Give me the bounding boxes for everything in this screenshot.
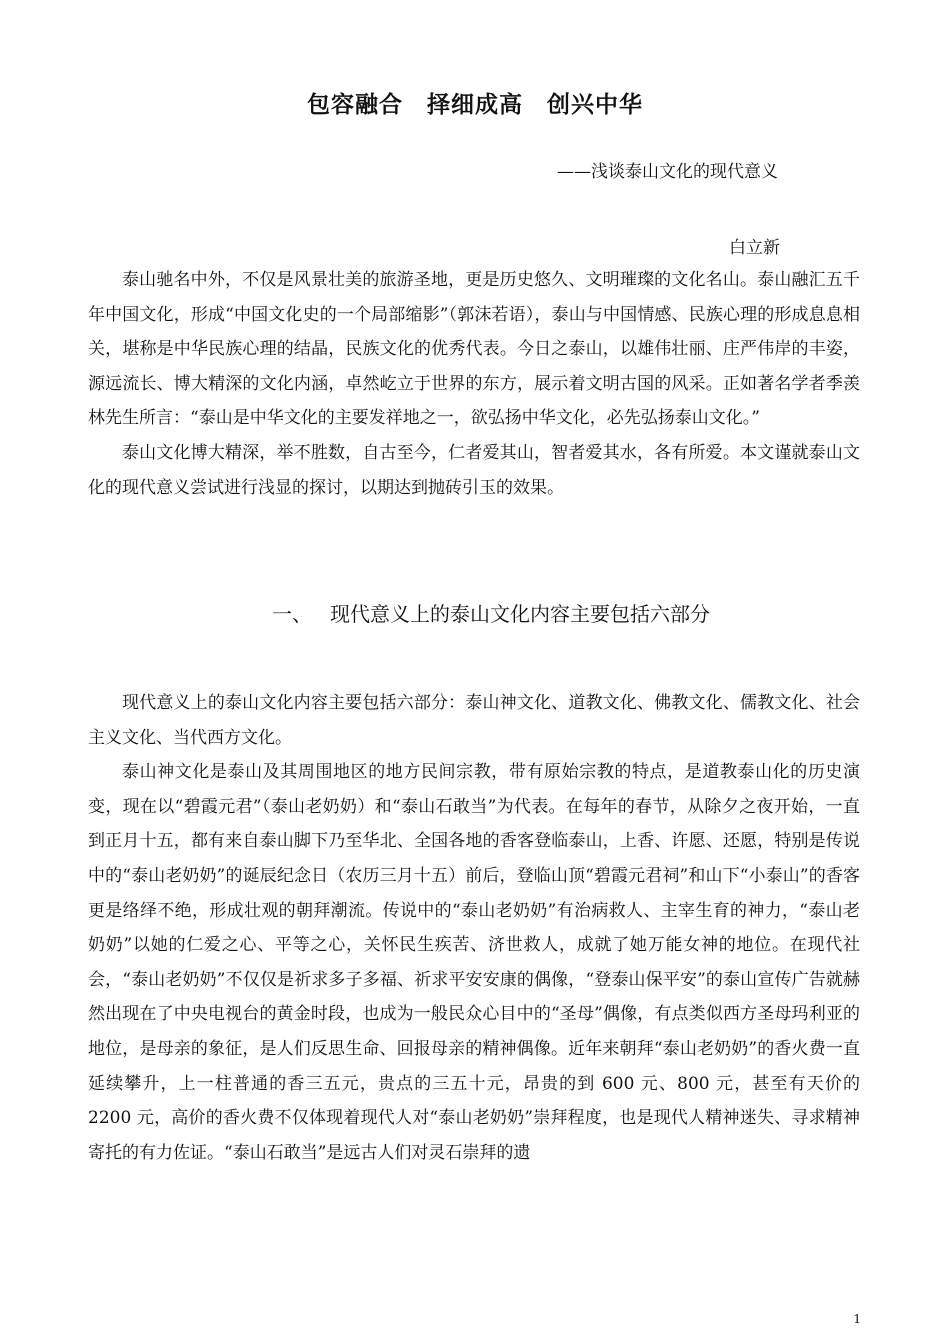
document-title: 包容融合 择细成高 创兴中华 bbox=[307, 92, 643, 118]
page-number: 1 bbox=[853, 1312, 861, 1326]
intro-paragraph-1: 泰山驰名中外，不仅是风景壮美的旅游圣地，更是历史悠久、文明璀璨的文化名山。泰山融汇五千年中国文化，形成“中国文化史的一个局部缩影”（郭沫若语），泰山与中国情感、民族心理的形成息息相关，堪称是中华民族心理的结晶，民族文化的优秀代表。今日之泰山，以雄伟壮丽、庄严伟岸的丰姿，源远流长、博大精深的文化内涵，卓然屹立于世界的东方，展示着文明古国的风采。正如著名学者季羡林先生所言：“泰山是中华文化的主要发祥地之一，欲弘扬中华文化，必先弘扬泰山文化。” bbox=[88, 270, 860, 429]
intro-paragraph-2: 泰山文化博大精深，举不胜数，自古至今，仁者爱其山，智者爱其水，各有所爱。本文谨就泰山文化的现代意义尝试进行浅显的探讨，以期达到抛砖引玉的效果。 bbox=[88, 442, 860, 498]
section-heading-text: 现代意义上的泰山文化内容主要包括六部分 bbox=[330, 602, 710, 626]
section-paragraph-1: 现代意义上的泰山文化内容主要包括六部分：泰山神文化、道教文化、佛教文化、儒教文化、社会主义文化、当代西方文化。 bbox=[88, 693, 860, 748]
section-number: 一、 bbox=[272, 602, 312, 626]
document-subtitle: ——浅谈泰山文化的现代意义 bbox=[557, 162, 778, 182]
section-body bbox=[88, 686, 860, 1170]
section-heading bbox=[272, 598, 710, 627]
intro-section bbox=[88, 263, 860, 505]
author-name: 白立新 bbox=[729, 238, 780, 258]
section-paragraph-2: 泰山神文化是泰山及其周围地区的地方民间宗教，带有原始宗教的特点，是道教泰山化的历史演变，现在以“碧霞元君”（泰山老奶奶）和“泰山石敢当”为代表。在每年的春节，从除夕之夜开始，一直到正月十五，都有来自泰山脚下乃至华北、全国各地的香客登临泰山，上香、许愿、还愿，特别是传说中的“泰山老奶奶”的诞辰纪念日（农历三月十五）前后，登临山顶“碧霞元君祠”和山下“小泰山”的香客更是络绎不绝，形成壮观的朝拜潮流。传说中的“泰山老奶奶”有治病救人、主宰生育的神力，“泰山老奶奶”以她的仁爱之心、平等之心，关怀民生疾苦、济世救人，成就了她万能女神的地位。在现代社会，“泰山老奶奶”不仅仅是祈求多子多福、祈求平安安康的偶像，“登泰山保平安”的泰山宣传广告就赫然出现在了中央电视台的黄金时段，也成为一般民众心目中的“圣母”偶像，有点类似西方圣母玛利亚的地位，是母亲的象征，是人们反思生命、回报母亲的精神偶像。近年来朝拜“泰山老奶奶”的香火费一直延续攀升，上一柱普通的香三五元，贵点的三五十元，昂贵的到 600 元、800 元，甚至有天价的 2200 元，高价的香火费不仅体现着现代人对“泰山老奶奶”崇拜程度，也是现代人精神迷失、寻求精神寄托的有力佐证。“泰山石敢当”是远古人们对灵石崇拜的遗 bbox=[88, 762, 860, 1163]
